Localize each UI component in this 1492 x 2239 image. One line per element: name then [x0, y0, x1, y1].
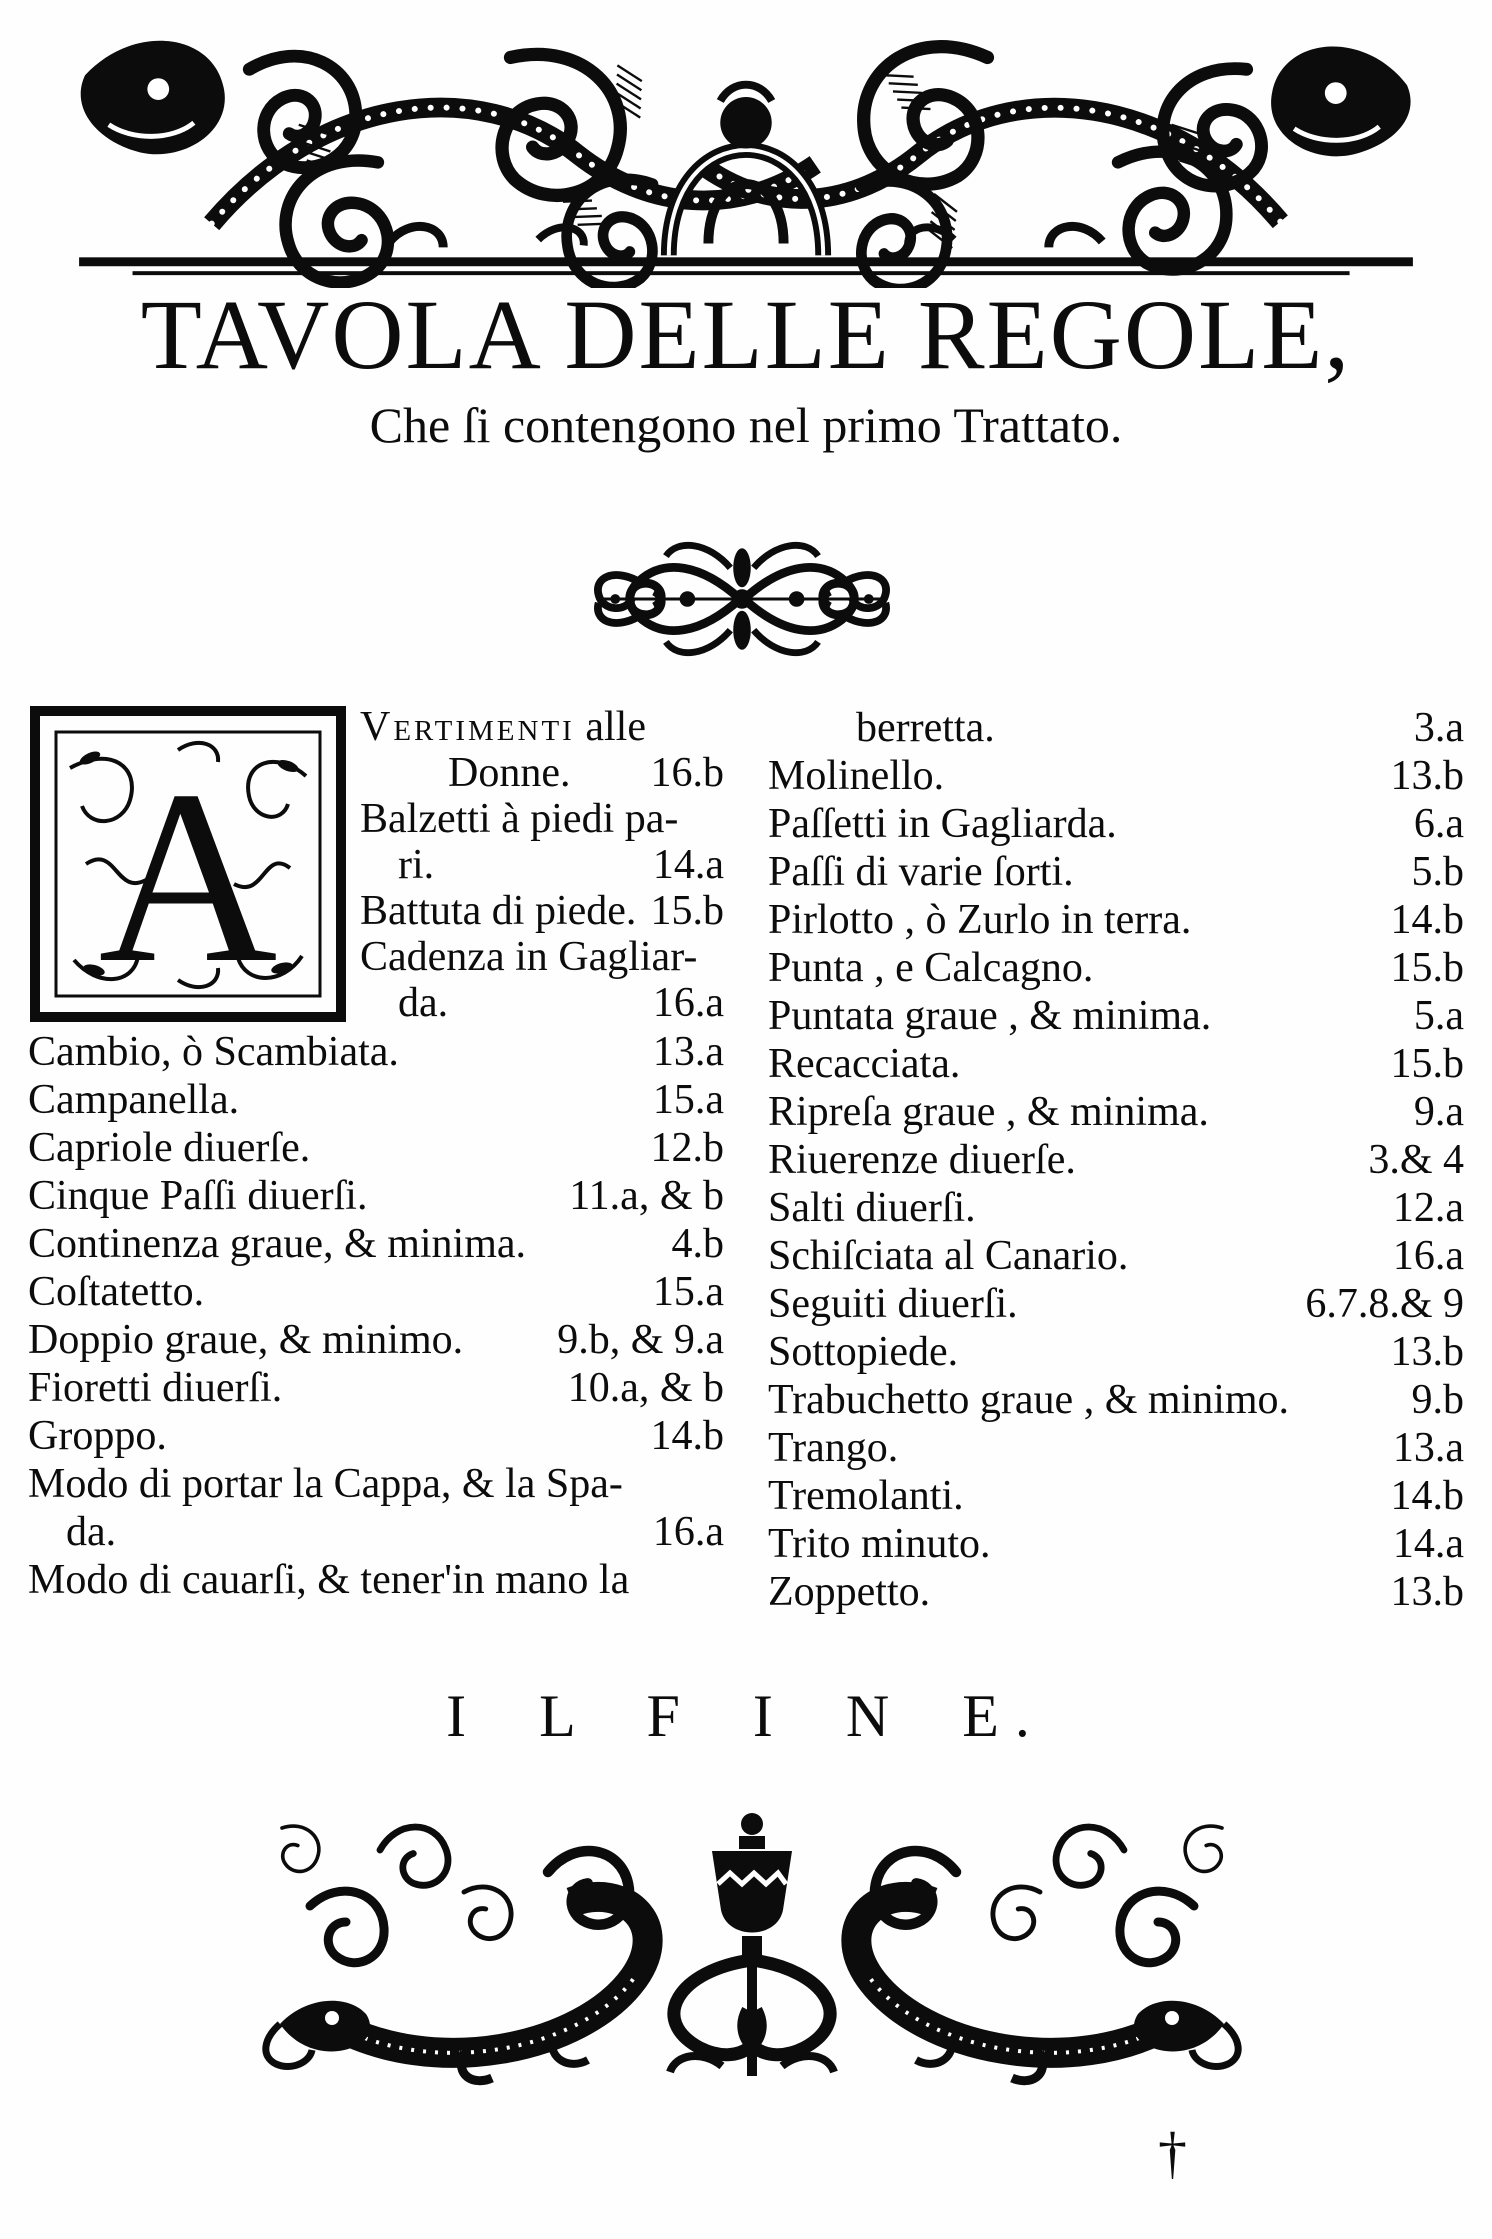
entry-page-ref: 15.a	[652, 1269, 724, 1315]
entry-page-ref: 9.b, & 9.a	[557, 1317, 724, 1363]
index-entry	[768, 1040, 1464, 1088]
entry-page-ref: 16.a	[1392, 1233, 1464, 1279]
entry-page-ref: 15.a	[652, 1077, 724, 1123]
entry-page-ref: 9.b	[1411, 1377, 1464, 1423]
entry-label: Salti diuerſi.	[768, 1185, 976, 1231]
entry-label: Trabuchetto graue , & minimo.	[768, 1377, 1290, 1423]
entry-label: Cadenza in Gagliar-	[360, 934, 698, 980]
index-entry	[768, 752, 1464, 800]
entry-label: Continenza graue, & minima.	[28, 1221, 527, 1267]
index-entry	[768, 848, 1464, 896]
entry-page-ref: 14.b	[1390, 897, 1464, 943]
index-entry	[28, 1460, 724, 1508]
entry-page-ref: 13.a	[1392, 1425, 1464, 1471]
entry-label: Punta , e Calcagno.	[768, 945, 1094, 991]
index-entry	[28, 1076, 724, 1124]
entry-label: Riuerenze diuerſe.	[768, 1137, 1076, 1183]
entry-label: Capriole diuerſe.	[28, 1125, 311, 1171]
index-entry	[360, 888, 724, 934]
il-fine-label: I L F I N E.	[446, 1683, 1046, 1749]
index-entry	[28, 1556, 724, 1604]
index-entry	[768, 1376, 1464, 1424]
index-entry	[28, 1364, 724, 1412]
entry-label: Paſſi di varie ſorti.	[768, 849, 1074, 895]
entry-page-ref: 15.b	[1390, 945, 1464, 991]
entry-page-ref: 11.a, & b	[569, 1173, 724, 1219]
entry-label: Trito minuto.	[768, 1521, 991, 1567]
entry-page-ref: 16.a	[652, 1509, 724, 1555]
index-entry	[768, 1568, 1464, 1616]
index-entry	[768, 704, 1464, 752]
page-title: TAVOLA DELLE REGOLE,	[140, 279, 1352, 390]
entry-page-ref: 5.b	[1411, 849, 1464, 895]
index-entry	[28, 1412, 724, 1460]
entry-page-ref: 15.b	[1390, 1041, 1464, 1087]
entry-page-ref: 12.a	[1392, 1185, 1464, 1231]
initial-letter-a-woodcut-icon	[28, 704, 348, 1024]
entry-page-ref: 16.a	[652, 980, 724, 1026]
entry-page-ref: 3.& 4	[1368, 1137, 1464, 1183]
entry-label: Ripreſa graue , & minima.	[768, 1089, 1209, 1135]
index-entry	[768, 992, 1464, 1040]
index-entry	[360, 934, 724, 980]
entry-label: da.	[66, 1509, 117, 1555]
entry-label: da.	[398, 980, 449, 1026]
index-entry	[768, 1472, 1464, 1520]
entry-label: Balzetti à piedi pa-	[360, 796, 679, 842]
entry-page-ref: 3.a	[1413, 705, 1464, 751]
entry-label: Pirlotto , ò Zurlo in terra.	[768, 897, 1192, 943]
entry-label: Fioretti diuerſi.	[28, 1365, 283, 1411]
index-entry	[360, 842, 724, 888]
index-right-column	[768, 704, 1464, 1616]
index-left-column	[28, 704, 724, 1616]
entry-label: Vertimenti alle	[360, 704, 646, 750]
entry-page-ref: 14.b	[650, 1413, 724, 1459]
index-entry	[28, 1028, 724, 1076]
index-entry	[28, 1268, 724, 1316]
entry-label: Coſtatetto.	[28, 1269, 205, 1315]
entry-label: Tremolanti.	[768, 1473, 964, 1519]
entry-label: Molinello.	[768, 753, 945, 799]
index-entry	[768, 1232, 1464, 1280]
entry-page-ref: 6.7.8.& 9	[1305, 1281, 1464, 1327]
entry-page-ref: 10.a, & b	[567, 1365, 724, 1411]
entry-label: Doppio graue, & minimo.	[28, 1317, 464, 1363]
index-entry	[28, 1220, 724, 1268]
index-entry	[768, 800, 1464, 848]
entry-page-ref: 14.a	[1392, 1521, 1464, 1567]
index-entry	[768, 1328, 1464, 1376]
headpiece-woodcut-icon	[56, 6, 1436, 288]
fleuron-divider-icon	[586, 528, 898, 670]
entry-label: Paſſetti in Gagliarda.	[768, 801, 1117, 847]
entry-page-ref: 9.a	[1413, 1089, 1464, 1135]
entry-label: ri.	[398, 842, 435, 888]
index-entry	[360, 796, 724, 842]
index-entry	[768, 944, 1464, 992]
entry-page-ref: 13.b	[1390, 1329, 1464, 1375]
index-entry	[28, 1172, 724, 1220]
entry-label: Cambio, ò Scambiata.	[28, 1029, 399, 1075]
entry-page-ref: 15.b	[650, 888, 724, 934]
index-entry	[768, 1184, 1464, 1232]
entry-label: Sottopiede.	[768, 1329, 959, 1375]
dagger-signature-mark: †	[1158, 2120, 1187, 2185]
entry-label: Modo di cauarſi, & tener'in mano la	[28, 1557, 630, 1603]
entry-label: Modo di portar la Cappa, & la Spa-	[28, 1461, 623, 1507]
entry-label: Puntata graue , & minima.	[768, 993, 1212, 1039]
entry-page-ref: 6.a	[1413, 801, 1464, 847]
index-entry	[768, 896, 1464, 944]
entry-label: berretta.	[856, 705, 995, 751]
index-entry	[360, 704, 724, 750]
entry-label: Campanella.	[28, 1077, 240, 1123]
index-entry	[360, 750, 724, 796]
page-subtitle: Che ſi contengono nel primo Trattato.	[369, 397, 1123, 453]
entry-page-ref: 14.b	[1390, 1473, 1464, 1519]
entry-page-ref: 13.b	[1390, 1569, 1464, 1615]
entry-label: Trango.	[768, 1425, 899, 1471]
index-entry	[360, 980, 724, 1026]
entry-label: Cinque Paſſi diuerſi.	[28, 1173, 368, 1219]
entry-page-ref: 14.a	[652, 842, 724, 888]
svg-text:A: A	[98, 739, 278, 1014]
entry-page-ref: 13.b	[1390, 753, 1464, 799]
entry-label: Groppo.	[28, 1413, 167, 1459]
entry-label: Seguiti diuerſi.	[768, 1281, 1018, 1327]
index-entry	[768, 1280, 1464, 1328]
index-entry	[28, 1316, 724, 1364]
index-left-top-lines	[360, 704, 724, 1026]
index-entry	[768, 1136, 1464, 1184]
index-entry	[768, 1520, 1464, 1568]
entry-page-ref: 4.b	[671, 1221, 724, 1267]
rules-index	[28, 704, 1464, 1616]
entry-page-ref: 5.a	[1413, 993, 1464, 1039]
entry-label: Donne.	[448, 750, 571, 796]
index-entry	[28, 1124, 724, 1172]
urn	[670, 1813, 834, 2076]
index-entry	[768, 1088, 1464, 1136]
index-entry	[28, 1508, 724, 1556]
index-left-bottom-lines	[28, 1028, 724, 1604]
index-entry	[768, 1424, 1464, 1472]
entry-page-ref: 12.b	[650, 1125, 724, 1171]
entry-page-ref: 16.b	[650, 750, 724, 796]
entry-label: Recacciata.	[768, 1041, 961, 1087]
entry-page-ref: 13.a	[652, 1029, 724, 1075]
entry-label: Schiſciata al Canario.	[768, 1233, 1129, 1279]
tailpiece-woodcut-icon	[252, 1788, 1252, 2088]
entry-label: Battuta di piede.	[360, 888, 637, 934]
entry-label: Zoppetto.	[768, 1569, 931, 1615]
